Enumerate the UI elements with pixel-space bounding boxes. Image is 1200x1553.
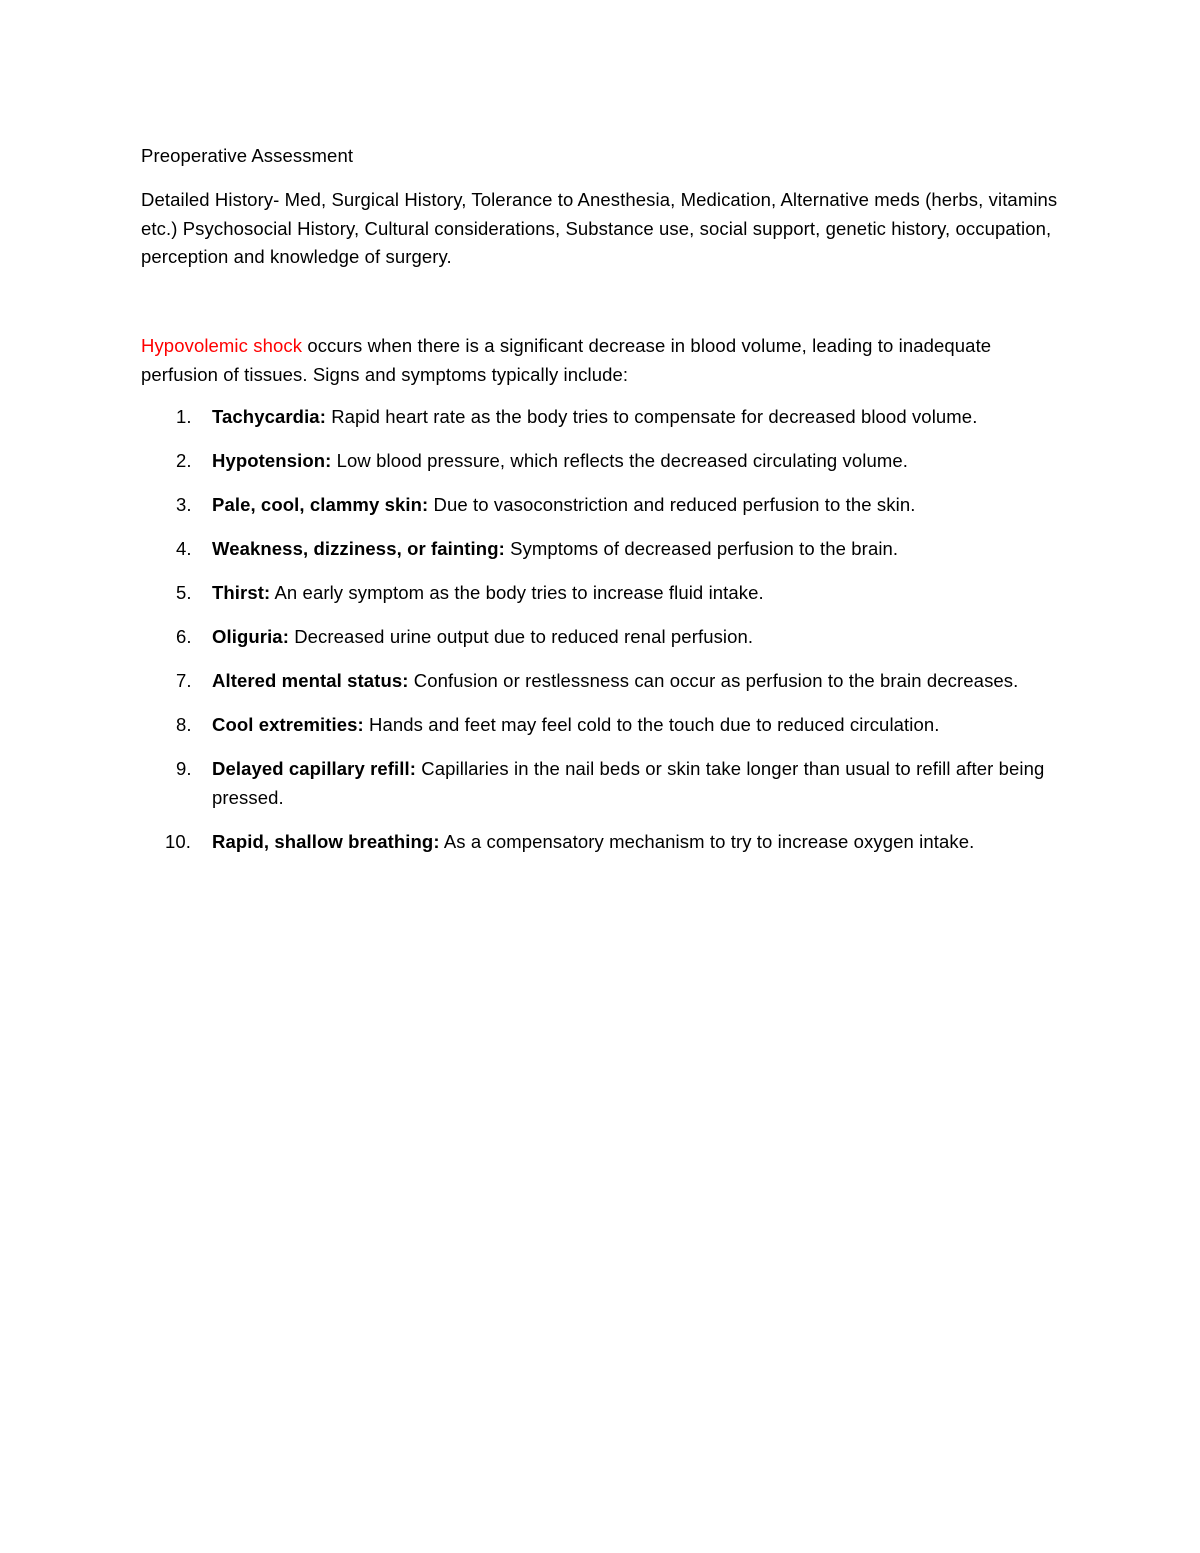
symptom-term: Delayed capillary refill: (212, 758, 417, 779)
list-item-body (212, 622, 1061, 651)
symptom-term: Pale, cool, clammy skin: (212, 494, 429, 515)
list-number: 9. (176, 758, 192, 779)
symptom-description: Rapid heart rate as the body tries to compensate for decreased blood volume. (325, 406, 978, 427)
list-item-body (212, 827, 1061, 856)
list-number: 4. (176, 538, 192, 559)
symptom-term: Weakness, dizziness, or fainting: (212, 538, 505, 559)
shock-term: Hypovolemic shock (141, 335, 303, 356)
symptom-description: Confusion or restlessness can occur as perfusion to the brain decreases. (408, 670, 1019, 691)
list-item-body (212, 578, 1061, 607)
list-item (141, 622, 1061, 651)
list-item (141, 402, 1061, 431)
list-item-body (212, 710, 1061, 739)
symptom-list (141, 402, 1061, 871)
symptom-term: Cool extremities: (212, 714, 364, 735)
symptom-description: As a compensatory mechanism to try to increase oxygen intake. (439, 831, 975, 852)
list-number: 8. (176, 714, 192, 735)
list-item (141, 666, 1061, 695)
list-item (141, 446, 1061, 475)
symptom-term: Rapid, shallow breathing: (212, 831, 440, 852)
symptom-term: Tachycardia: (212, 406, 326, 427)
symptom-description: Low blood pressure, which reflects the decreased circulating volume. (331, 450, 908, 471)
list-number: 6. (176, 626, 192, 647)
symptom-description: An early symptom as the body tries to increase fluid intake. (270, 582, 764, 603)
list-item-body (212, 446, 1061, 475)
list-number: 10. (165, 831, 192, 852)
list-number: 3. (176, 494, 192, 515)
symptom-term: Oliguria: (212, 626, 289, 647)
symptom-description: Capillaries in the nail beds or skin take longer than usual to refill after being pressed. (212, 758, 1045, 808)
list-item (141, 578, 1061, 607)
list-item (141, 754, 1061, 812)
symptom-term: Hypotension: (212, 450, 332, 471)
list-number: 2. (176, 450, 192, 471)
list-number: 1. (176, 406, 192, 427)
list-number: 5. (176, 582, 192, 603)
list-item (141, 827, 1061, 856)
symptom-description: Decreased urine output due to reduced renal perfusion. (288, 626, 754, 647)
symptom-description: Due to vasoconstriction and reduced perfusion to the skin. (428, 494, 916, 515)
list-item-body (212, 754, 1061, 812)
list-item-body (212, 490, 1061, 519)
list-number: 7. (176, 670, 192, 691)
symptom-description: Hands and feet may feel cold to the touch due to reduced circulation. (363, 714, 940, 735)
list-item-body (212, 666, 1061, 695)
shock-intro-text: occurs when there is a significant decrease in blood volume, leading to inadequate perfusion of tissues. Signs and symptoms typically include: (141, 335, 992, 385)
history-paragraph: Detailed History- Med, Surgical History, Tolerance to Anesthesia, Medication, Alternative meds (herbs, vitamins etc.) Psychosocial History, Cultural considerations, Substance use, social support, genetic history, occupation, perception and knowledge of surgery. (141, 189, 1058, 267)
section-heading: Preoperative Assessment (141, 145, 354, 166)
symptom-term: Altered mental status: (212, 670, 409, 691)
symptom-term: Thirst: (212, 582, 271, 603)
list-item (141, 490, 1061, 519)
list-item-body (212, 402, 1061, 431)
list-item (141, 710, 1061, 739)
list-item (141, 534, 1061, 563)
list-item-body (212, 534, 1061, 563)
shock-intro-paragraph (141, 331, 1061, 389)
symptom-description: Symptoms of decreased perfusion to the brain. (504, 538, 899, 559)
